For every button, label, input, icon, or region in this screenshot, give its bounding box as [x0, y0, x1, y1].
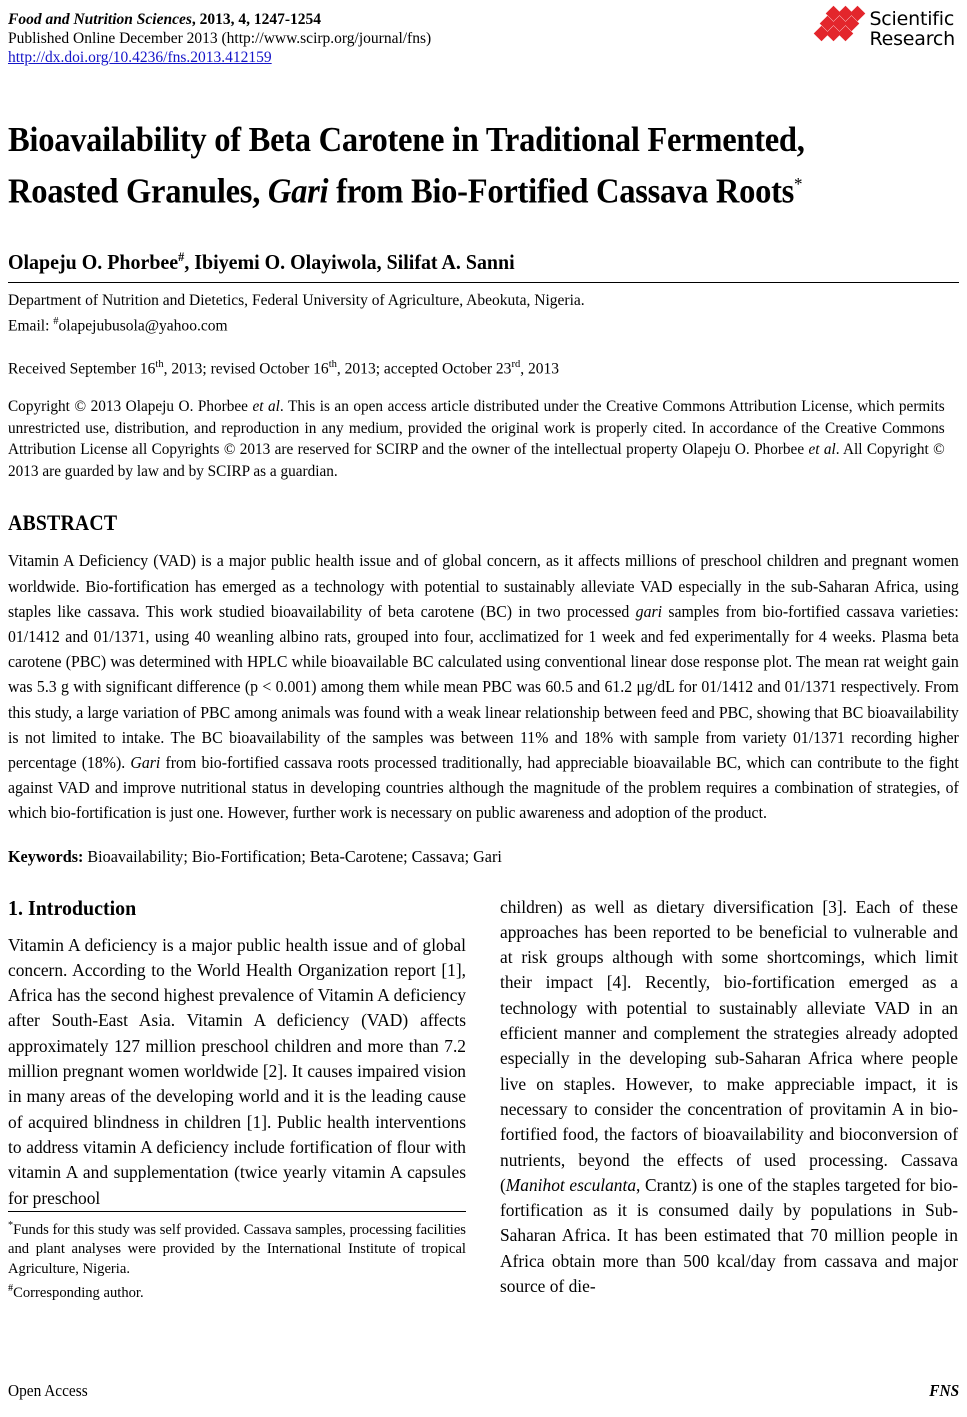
- keywords-label: Keywords:: [8, 846, 88, 866]
- received-label: Received September 16: [8, 360, 156, 378]
- copyright-part-2: . This is an open access article distributed under the Creative Commons Attribution License, which permits unrestricted use, distribution, and reproduction in any medium, provided the original work is properly cited. In accordance of the Creative Commons Attribution License all Copyrights © 2013 are reserved for SCIRP and the owner of the intellectual property Olapeju O. Phorbee: [8, 398, 945, 459]
- email-marker: #: [53, 314, 59, 327]
- keywords-values: Bioavailability; Bio-Fortification; Beta-Carotene; Cassava; Gari: [87, 846, 502, 866]
- right-italic-species-name: Manihot esculanta: [505, 1174, 637, 1195]
- copyright-part-1: Copyright © 2013 Olapeju O. Phorbee: [8, 398, 253, 416]
- revised-label: , 2013; revised October 16: [163, 360, 329, 378]
- title-line-2-before: Roasted Granules,: [8, 171, 268, 211]
- accepted-ordinal: rd: [511, 357, 521, 370]
- title-line-1: Bioavailability of Beta Carotene in Traditional Fermented,: [8, 120, 805, 159]
- masthead: [8, 10, 959, 82]
- left-column: [8, 895, 466, 1300]
- logo-word-research: Research: [869, 28, 955, 50]
- title-footnote-marker: *: [794, 174, 803, 194]
- diamond-logo-icon: [816, 8, 862, 50]
- scientific-research-logo[interactable]: [816, 8, 955, 50]
- email-line: [8, 311, 930, 336]
- footnote-divider-rule: [8, 1211, 466, 1212]
- intro-paragraph-right: [500, 895, 958, 1300]
- section-heading-introduction: 1. Introduction: [8, 895, 137, 920]
- copyright-italic-etal-2: et al: [808, 441, 836, 459]
- abstract-part-3: from bio-fortified cassava roots processed traditionally, had appreciable bioavailable BC, which can contribute to the fight against VAD and improve nutritional status in developing countries although the magnitude of the problem requires a combination of strategies, of which bio-fortification is just one. However, further work is necessary on public awareness and adoption of the product.: [8, 752, 959, 823]
- footnote-marker-star: *: [8, 1219, 14, 1231]
- accepted-year: , 2013: [520, 360, 560, 378]
- right-paragraph-part-2: , Crantz) is one of the staples targeted for bio-fortification as it is consumed daily by populations in Sub-Saharan Africa. It has been estimated that 70 million people in Africa obtain more than 500 kcal/day from cassava and major source of die-: [500, 1174, 958, 1296]
- abstract-heading: ABSTRACT: [8, 510, 118, 536]
- title-italic-gari: Gari: [267, 171, 329, 211]
- page-title: [8, 118, 892, 214]
- keywords-line: [8, 845, 911, 869]
- copyright-part-3: . All Copyright © 2013 are guarded by law and by SCIRP as a guardian.: [8, 441, 945, 480]
- author-name-first: Olapeju O. Phorbee: [8, 249, 179, 274]
- email-address: olapejubusola@yahoo.com: [58, 316, 228, 334]
- footnote-funding-text: Funds for this study was self provided. Cassava samples, processing facilities and plant analyses were provided by the International Institute of tropical Agriculture, Nigeria.: [8, 1221, 466, 1277]
- copyright-italic-etal-1: et al: [252, 398, 280, 416]
- intro-paragraph-left: Vitamin A deficiency is a major public health issue and of global concern. According to the World Health Organization report [1], Africa has the second highest prevalence of Vitamin A deficiency after South-East Asia. Vitamin A deficiency (VAD) affects approximately 127 million preschool children and more than 7.2 million pregnant women worldwide [2]. It causes impaired vision in many areas of the developing world and it is the leading cause of acquired blindness in children [1]. Public health interventions to address vitamin A deficiency include fortification of flour with vitamin A and supplementation (twice yearly vitamin A capsules for preschool: [8, 934, 466, 1208]
- right-paragraph-part-1: children) as well as dietary diversification [3]. Each of these approaches has been reported to be beneficial to vulnerable and at risk groups although with some shortcomings, which limit their impact [4]. Recently, bio-fortification emerged as a technology with potential to sustainably alleviate VAD in an efficient manner and complement the strategies already adopted especially in the developing sub-Saharan Africa where people live on staples. However, to make appreciable impact, it is necessary to consider the concentration of provitamin A in bio-fortified food, the factors of bioavailability and bioconversion of nutrients, beyond the effects of used processing. Cassava (: [500, 896, 958, 1195]
- email-label: Email:: [8, 316, 54, 334]
- journal-volume-pages: , 2013, 4, 1247-1254: [191, 11, 322, 28]
- footer-open-access: Open Access: [8, 1381, 88, 1400]
- received-ordinal: th: [155, 357, 164, 370]
- footnote-funding: [8, 1216, 466, 1279]
- journal-name: Food and Nutrition Sciences: [8, 11, 192, 28]
- affiliation-line: Department of Nutrition and Dietetics, Federal University of Agriculture, Abeokuta, Nigeria.: [8, 291, 585, 309]
- footnote-corresponding-text: Corresponding author.: [13, 1284, 144, 1301]
- affiliation-block: [8, 290, 930, 336]
- abstract-italic-gari-2: Gari: [130, 752, 161, 772]
- revised-ordinal: th: [328, 357, 337, 370]
- published-online-line: Published Online December 2013 (http://www.scirp.org/journal/fns): [8, 30, 432, 47]
- right-column: [500, 895, 958, 1300]
- author-list: [8, 244, 911, 275]
- footer-journal-abbrev: FNS: [929, 1381, 959, 1400]
- footnote-marker-hash: #: [8, 1283, 14, 1295]
- two-column-body: [8, 895, 959, 1300]
- title-line-2-after: from Bio-Fortified Cassava Roots: [328, 171, 795, 211]
- logo-word-scientific: Scientific: [869, 8, 955, 30]
- abstract-part-1: Vitamin A Deficiency (VAD) is a major public health issue and of global concern, as it affects millions of preschool children and pregnant women worldwide. Bio-fortification has emerged as a technology with potential to sustainably alleviate VAD especially in the sub-Saharan Africa, using staples like cassava. This work studied bioavailability of beta carotene (BC) in two processed: [8, 551, 959, 621]
- accepted-label: , 2013; accepted October 23: [336, 360, 512, 378]
- footnote-block: [8, 1211, 466, 1303]
- page-footer: [8, 1381, 959, 1401]
- logo-wordmark: [869, 9, 955, 49]
- author-names-rest: , Ibiyemi O. Olayiwola, Silifat A. Sanni: [184, 249, 515, 274]
- author-divider-rule: [8, 282, 959, 283]
- footnote-corresponding-author: [8, 1279, 466, 1303]
- abstract-part-2: samples from bio-fortified cassava varieties: 01/1412 and 01/1371, using 40 weanling albino rats, grouped into four, acclimatized for 1 week and fed experimentally for 4 weeks. Plasma beta carotene (PBC) was determined with HPLC while bioavailable BC calculated using conventional linear dose response plot. The mean rat weight gain was 5.3 g with significant difference (p < 0.001) among them while mean PBC was 60.5 and 61.2 μg/dL for 01/1412 and 01/1371 respectively. From this study, a large variation of PBC among animals was found with a weak linear relationship between feed and PBC, showing that BC bioavailability is not limited to intake. The BC bioavailability of the samples was between 11% and 18% with sample from variety 01/1371 recording higher percentage (18%).: [8, 601, 959, 772]
- copyright-statement: [8, 396, 945, 482]
- doi-link[interactable]: http://dx.doi.org/10.4236/fns.2013.412159: [8, 49, 272, 66]
- abstract-italic-gari-1: gari: [635, 601, 663, 621]
- author-footnote-marker: #: [178, 248, 185, 264]
- received-dates-line: [8, 354, 930, 379]
- abstract-body: [8, 548, 959, 825]
